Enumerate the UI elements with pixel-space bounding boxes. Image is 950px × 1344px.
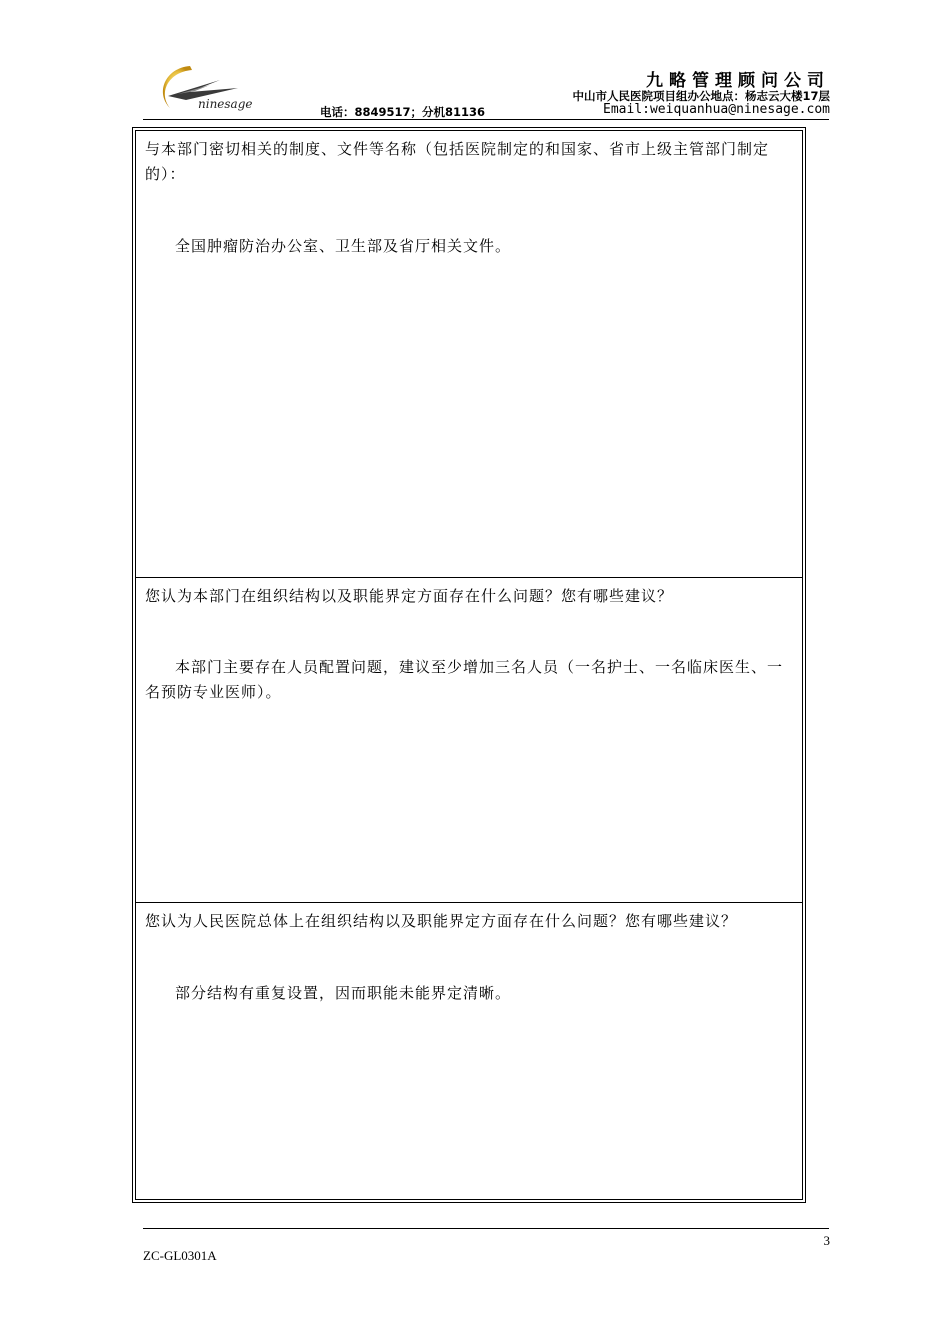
question-text: 与本部门密切相关的制度、文件等名称（包括医院制定的和国家、省市上级主管部门制定的）： [145,140,770,183]
page-number: 3 [823,1233,830,1248]
question-text: 您认为本部门在组织结构以及职能界定方面存在什么问题？您有哪些建议？ [145,587,674,605]
survey-form-table [132,127,806,1203]
question-text: 您认为人民医院总体上在组织结构以及职能界定方面存在什么问题？您有哪些建议？ [145,912,738,930]
form-section-hospital-issues [136,903,802,1201]
project-address: 中山市人民医院项目组办公地点：杨志云大楼17层 [572,89,830,103]
footer-divider [143,1228,829,1229]
form-section-department-issues [136,578,802,903]
document-code: ZC-GL0301A [143,1248,217,1263]
form-section-regulations [136,131,802,578]
form-inner-border [135,130,803,1200]
phone-number: 电话：8849517；分机81136 [320,105,486,119]
answer-text: 本部门主要存在人员配置问题，建议至少增加三名人员（一名护士、一名临床医生、一名预防专业医师）。 [145,658,784,701]
logo-text: ninesage [198,97,253,111]
answer-text: 全国肿瘤防治办公室、卫生部及省厅相关文件。 [175,237,512,255]
page-header [0,0,950,130]
answer-text: 部分结构有重复设置，因而职能未能界定清晰。 [175,984,512,1002]
header-divider [143,119,829,120]
email-address: Email:weiquanhua@ninesage.com [603,102,830,117]
company-name: 九略管理顾问公司 [646,71,830,91]
